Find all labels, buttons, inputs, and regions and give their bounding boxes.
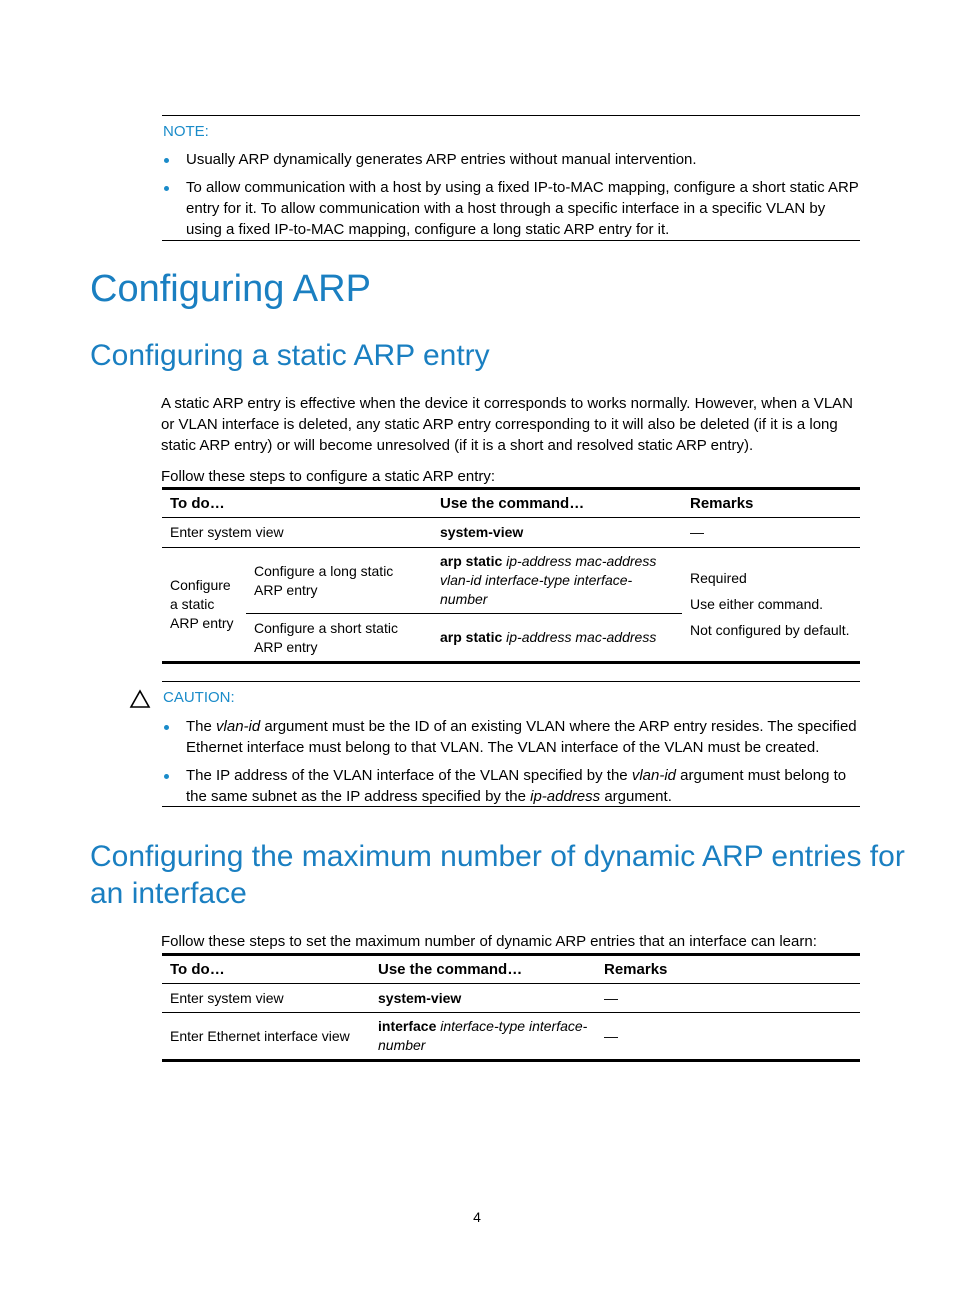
bullet-icon	[164, 158, 169, 163]
max-arp-steps-intro: Follow these steps to set the maximum number of dynamic ARP entries that an interface can learn:	[161, 933, 817, 950]
caution-bottom-rule	[162, 806, 860, 807]
page-title: Configuring ARP	[90, 268, 371, 310]
table-cell: Configure a static ARP entry	[162, 548, 246, 663]
static-arp-steps-intro: Follow these steps to configure a static ARP entry:	[161, 468, 496, 485]
caution-list	[162, 716, 862, 814]
section-title-static-arp: Configuring a static ARP entry	[90, 339, 490, 372]
list-item: The vlan-id argument must be the ID of an existing VLAN where the ARP entry resides. The specified Ethernet interface must belong to that VLAN. The VLAN interface of the VLAN must be created.	[162, 716, 862, 758]
table-header: Use the command…	[378, 961, 523, 978]
table-cell: —	[604, 989, 618, 1006]
warning-icon	[129, 689, 151, 709]
table-cell: system-view	[440, 524, 524, 540]
table-cell: interface interface-type interface-number	[378, 1018, 588, 1053]
table-row	[162, 548, 860, 614]
page-number: 4	[473, 1209, 481, 1225]
table-cell: arp static ip-address mac-address	[440, 629, 657, 645]
max-arp-table	[162, 953, 860, 1062]
table-cell: Enter system view	[170, 989, 284, 1006]
list-item: The IP address of the VLAN interface of the VLAN specified by the vlan-id argument must belong to the same subnet as the IP address specified by the ip-address argument.	[162, 765, 862, 807]
caution-top-rule	[162, 681, 860, 682]
bullet-icon	[164, 774, 169, 779]
table-cell: Configure a long static ARP entry	[254, 562, 394, 598]
table-cell: Enter Ethernet interface view	[170, 1027, 350, 1044]
static-arp-table	[162, 487, 860, 664]
caution-label: CAUTION:	[163, 689, 235, 706]
table-row	[162, 518, 860, 548]
static-arp-paragraph: A static ARP entry is effective when the device it corresponds to works normally. However, when a VLAN or VLAN interface is deleted, any static ARP entry corresponding to it will also be deleted (if it is a long static ARP entry) or will become unresolved (if it is a short and resolved static ARP entry).	[161, 395, 853, 454]
table-header: To do…	[170, 495, 225, 512]
table-cell: system-view	[378, 989, 462, 1006]
remark-default: Not configured by default.	[690, 622, 850, 638]
table-cell	[682, 548, 860, 663]
table-header: Use the command…	[440, 495, 585, 512]
table-row	[162, 984, 860, 1013]
table-cell: Enter system view	[170, 524, 284, 540]
table-row	[162, 1013, 860, 1061]
note-label: NOTE:	[163, 123, 209, 140]
section-title-max-dynamic-arp: Configuring the maximum number of dynamic ARP entries for an interface	[90, 840, 905, 910]
table-header: Remarks	[690, 495, 754, 512]
bullet-icon	[164, 725, 169, 730]
remark-required: Required	[690, 570, 747, 586]
remark-either: Use either command.	[690, 596, 824, 612]
note-top-rule	[162, 115, 860, 116]
list-item: To allow communication with a host by using a fixed IP-to-MAC mapping, configure a short static ARP entry for it. To allow communication with a host through a specific interface in a specific VLAN by using a fixed IP-to-MAC mapping, configure a long static ARP entry for it.	[162, 177, 862, 240]
table-header: To do…	[170, 961, 225, 978]
table-cell: —	[690, 524, 704, 540]
table-cell: arp static ip-address mac-address vlan-id interface-type interface-number	[440, 553, 657, 607]
table-cell: —	[604, 1027, 618, 1044]
table-header: Remarks	[604, 961, 668, 978]
table-cell: Configure a short static ARP entry	[254, 619, 398, 655]
list-item: Usually ARP dynamically generates ARP entries without manual intervention.	[162, 149, 862, 170]
note-list	[162, 149, 862, 247]
bullet-icon	[164, 186, 169, 191]
note-bottom-rule	[162, 240, 860, 241]
